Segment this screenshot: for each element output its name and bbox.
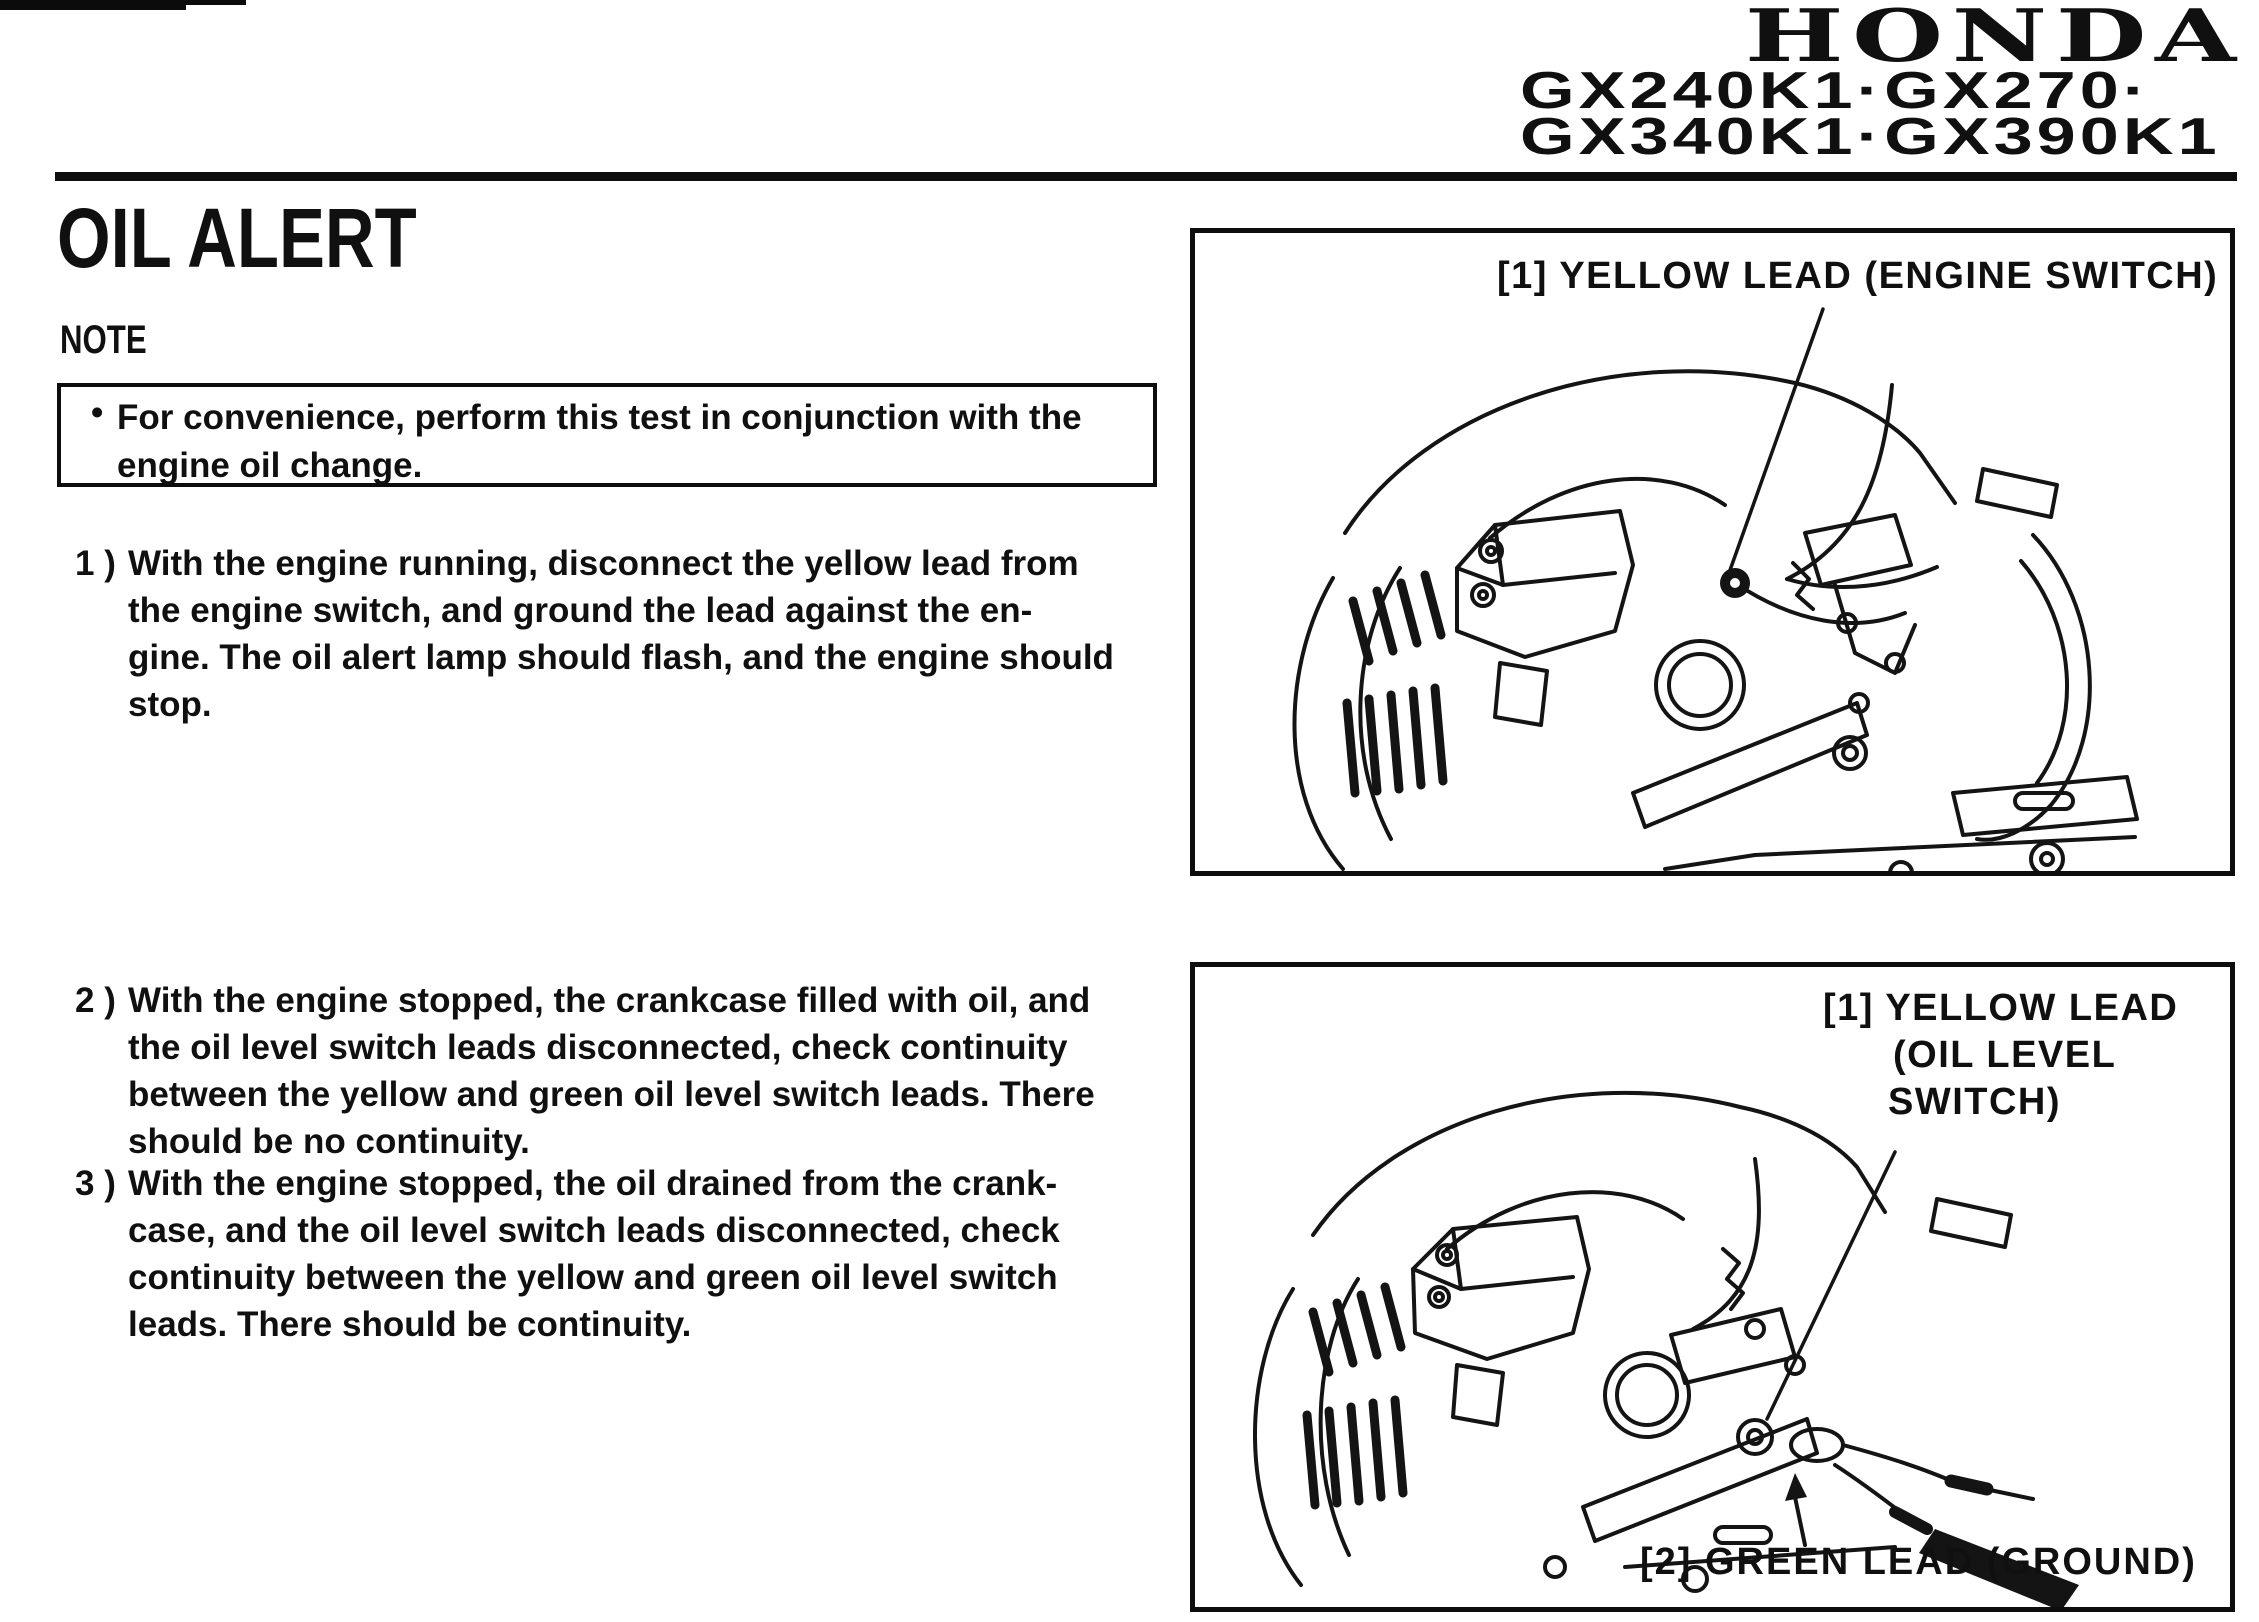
note-line: engine oil change.: [117, 446, 423, 485]
step-number: 1 ): [75, 544, 116, 583]
ground-arrow-shaft: [1795, 1497, 1805, 1545]
figure-engine-switch: [1190, 228, 2235, 876]
step-line: With the engine running, disconnect the yellow lead from: [128, 544, 1079, 583]
note-label: NOTE: [60, 318, 147, 362]
figure-oil-level-switch: [1190, 962, 2235, 1612]
step-text: [128, 1160, 1060, 1348]
step-line: the oil level switch leads disconnected, check continuity: [128, 1028, 1068, 1067]
page-title: OIL ALERT: [57, 191, 417, 285]
step-line: the engine switch, and ground the lead against the en-: [128, 591, 1033, 630]
step-line: With the engine stopped, the crankcase filled with oil, and: [128, 981, 1091, 1020]
note-box: [57, 383, 1157, 487]
step-number: 2 ): [75, 981, 116, 1020]
step-line: continuity between the yellow and green oil level switch: [128, 1258, 1058, 1297]
model-numbers: [1520, 62, 2221, 166]
header-divider: [55, 172, 2237, 181]
step-line: leads. There should be continuity.: [128, 1305, 692, 1344]
ground-arrow-head: [1785, 1473, 1807, 1501]
brand-logo: HONDA: [1744, 0, 2245, 78]
figure-label-yellow-lead-line1: [1] YELLOW LEAD: [1823, 987, 2179, 1029]
note-line: For convenience, perform this test in conjunction with the: [117, 398, 1082, 437]
step-text: [128, 540, 1114, 728]
step-1: [75, 540, 1114, 728]
figure-label-yellow-lead-line2: (OIL LEVEL: [1893, 1034, 2117, 1076]
step-line: between the yellow and green oil level switch leads. There: [128, 1075, 1095, 1114]
step-number: 3 ): [75, 1164, 116, 1203]
scan-artifact: [0, 0, 186, 10]
model-line-1: GX240K1·GX270·: [1520, 62, 2151, 120]
step-3: [75, 1160, 1060, 1348]
step-line: With the engine stopped, the oil drained from the crank-: [128, 1164, 1058, 1203]
engine-illustration-engine-switch: [1195, 233, 2230, 871]
figure-label-yellow-lead-line3: SWITCH): [1888, 1081, 2062, 1123]
model-line-2: GX340K1·GX390K1: [1520, 108, 2221, 166]
leader-line: [1767, 1152, 1895, 1419]
figure-label-green-lead-ground: [2] GREEN LEAD (GROUND): [1640, 1541, 2197, 1583]
step-line: case, and the oil level switch leads disconnected, check: [128, 1211, 1060, 1250]
step-2: [75, 977, 1095, 1165]
step-line: stop.: [128, 685, 212, 724]
step-text: [128, 977, 1095, 1165]
figure-label-yellow-lead-engine-switch: [1] YELLOW LEAD (ENGINE SWITCH): [1497, 255, 2219, 297]
step-line: should be no continuity.: [128, 1122, 530, 1161]
note-text: [117, 394, 1082, 490]
step-line: gine. The oil alert lamp should flash, and the engine should: [128, 638, 1114, 677]
note-bullet: •: [91, 393, 104, 432]
